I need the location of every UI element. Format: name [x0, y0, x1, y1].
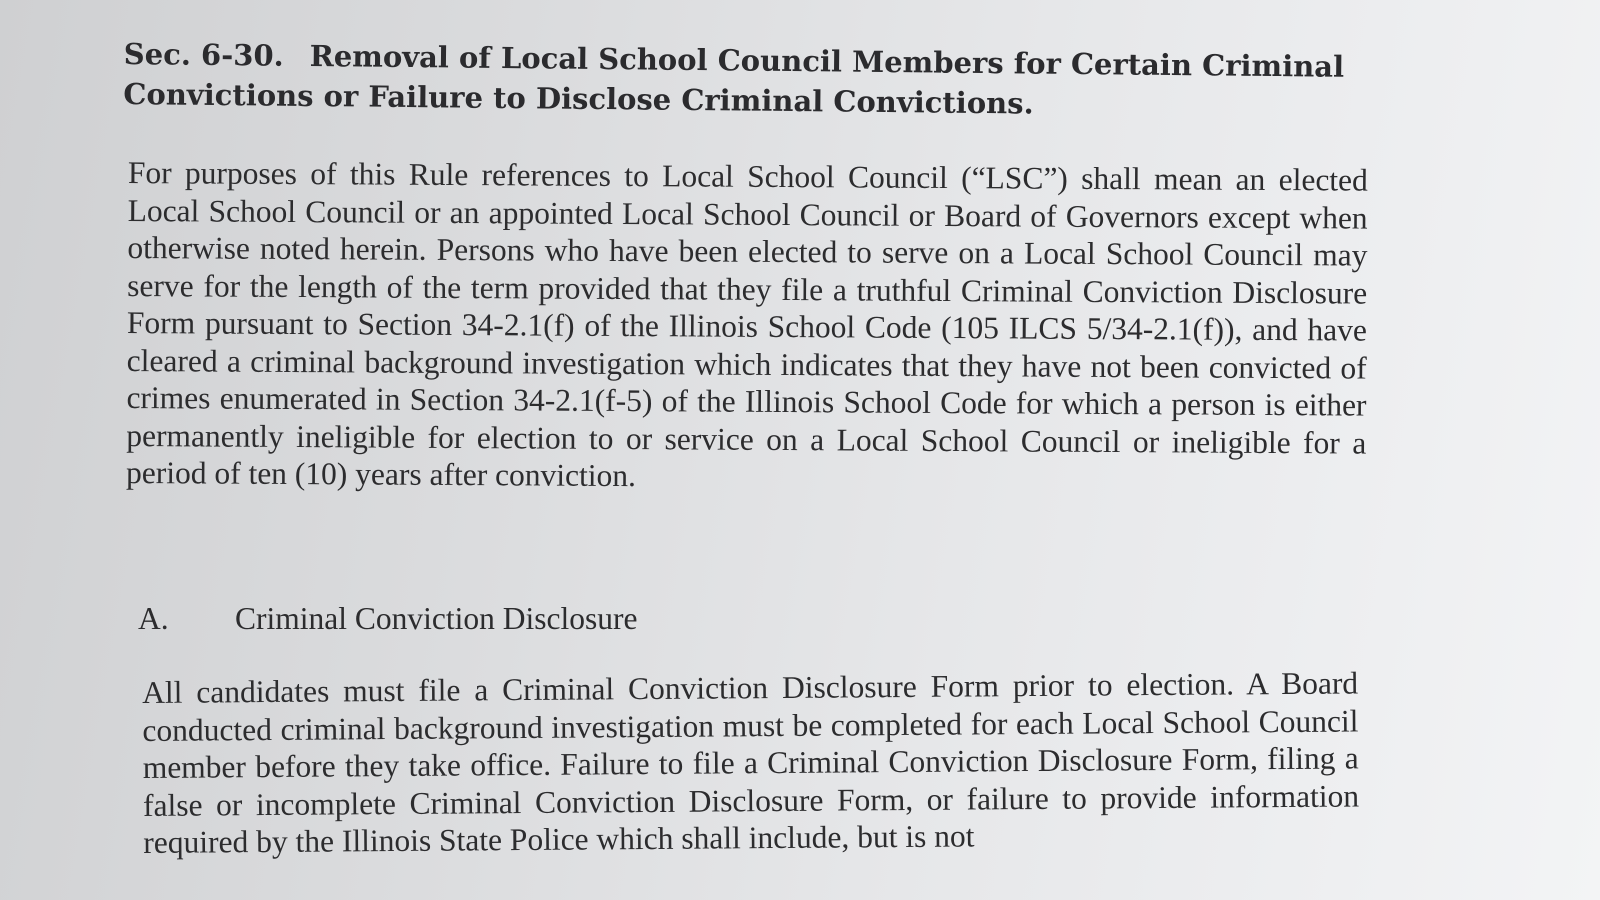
subsection-letter: A.: [138, 601, 169, 636]
section-heading: [123, 34, 1404, 127]
paragraph-definitions: For purposes of this Rule references to Local School Council (“LSC”) shall mean an elected Local School Council or an appointed Local School Council or Board of Governors except when otherwise noted herein. Persons who have been elected to serve on a Local School Council may serve for the length of the term provided that they file a truthful Criminal Conviction Disclosure Form pursuant to Section 34-2.1(f) of the Illinois School Code (105 ILCS 5/34-2.1(f)), and have cleared a criminal background investigation which indicates that they have not been convicted of crimes enumerated in Section 34-2.1(f-5) of the Illinois School Code for which a person is either permanently ineligible for election to or service on a Local School Council or ineligible for a period of ten (10) years after conviction.: [125, 154, 1368, 494]
paragraph-disclosure: All candidates must file a Criminal Conviction Disclosure Form prior to election. A Board conducted criminal background investigation must be completed for each Local School Council member before they take office. Failure to file a Criminal Conviction Disclosure Form, filing a false or incomplete Criminal Conviction Disclosure Form, or failure to provide information required by the Illinois State Police which shall include, but is not: [142, 665, 1360, 860]
subsection-heading: [138, 600, 637, 638]
section-title: Removal of Local School Council Members for Certain Criminal Convictions or Failure to Disclose Criminal Convictions.: [123, 38, 1345, 121]
subsection-title: Criminal Conviction Disclosure: [235, 601, 638, 636]
section-number: Sec. 6-30.: [123, 36, 284, 73]
